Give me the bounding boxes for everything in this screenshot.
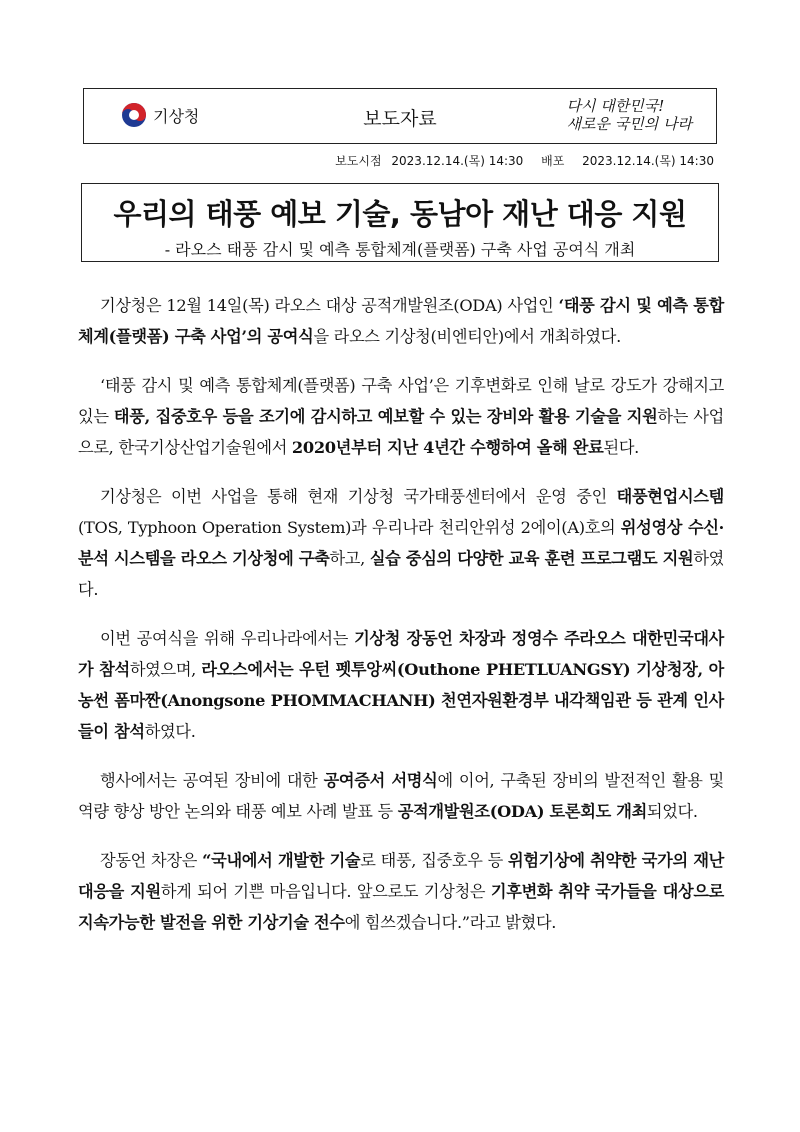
bold-text: 실습 중심의 다양한 교육 훈련 프로그램도 지원 — [369, 549, 694, 568]
text-segment: 행사에서는 공여된 장비에 대한 — [100, 771, 324, 790]
bold-text: 공여증서 서명식 — [323, 771, 438, 790]
paragraph — [78, 765, 724, 827]
bold-text: 위성영상 수신·분석 시스템을 라오스 기상청에 구축 — [78, 518, 725, 568]
bold-text: 태풍현업시스템 — [616, 487, 724, 506]
doc-type: 보도자료 — [363, 108, 437, 130]
paragraph — [78, 370, 724, 463]
bold-text: 기후변화 취약 국가들을 대상으로 지속가능한 발전을 위한 기상기술 전수 — [78, 882, 724, 932]
text-segment: 기상청은 12월 14일(목) 라오스 대상 공적개발원조(ODA) 사업인 — [100, 296, 559, 315]
text-segment: 에 이어, 구축된 장비의 발전적인 활용 및 역량 향상 방안 논의와 태풍 예보 사례 발표 등 — [78, 771, 725, 821]
page-title: 우리의 태풍 예보 기술, 동남아 재난 대응 지원 — [113, 197, 687, 231]
slogan — [567, 97, 692, 133]
text-segment: 하였다. — [78, 549, 725, 599]
text-segment: (TOS, Typhoon Operation System)과 우리나라 천리안위성 2에이(A)호의 — [78, 518, 621, 537]
header-box — [83, 88, 717, 144]
bold-text: “국내에서 개발한 기술 — [202, 851, 361, 870]
release-time-label: 보도시점 — [335, 154, 382, 168]
page-subtitle: - 라오스 태풍 감시 및 예측 통합체계(플랫폼) 구축 사업 공여식 개최 — [164, 240, 636, 259]
bold-text: 위험기상에 취약한 국가의 재난 대응을 지원 — [78, 851, 724, 901]
text-segment: 에 힘쓰겠습니다.”라고 밝혔다. — [344, 913, 557, 932]
slogan-line2: 새로운 국민의 나라 — [566, 115, 692, 133]
text-segment: 로 태풍, 집중호우 등 — [360, 851, 508, 870]
bold-text: 태풍, 집중호우 등을 조기에 감시하고 예보할 수 있는 장비와 활용 기술을 지원 — [113, 407, 658, 426]
text-segment: 하였으며, — [129, 660, 202, 679]
text-segment: 하는 사업으로, 한국기상산업기술원에서 — [78, 407, 724, 457]
paragraph — [78, 481, 724, 605]
text-segment: 기상청은 이번 사업을 통해 현재 기상청 국가태풍센터에서 운영 중인 — [100, 487, 617, 506]
paragraph — [78, 290, 724, 352]
text-segment: 이번 공여식을 위해 우리나라에서는 — [100, 629, 355, 648]
distribution-value: 2023.12.14.(목) 14:30 — [582, 154, 714, 168]
distribution-label: 배포 — [541, 154, 565, 168]
bold-text: 2020년부터 지난 4년간 수행하여 올해 완료 — [291, 438, 604, 457]
logo-text: 기상청 — [153, 106, 200, 126]
text-segment: 을 라오스 기상청(비엔티안)에서 개최하였다. — [313, 327, 621, 346]
release-info — [329, 152, 714, 169]
article-body — [78, 290, 724, 956]
text-segment: 하고, — [329, 549, 370, 568]
bold-text: 라오스에서는 우턴 펫투앙씨(Outhone PHETLUANGSY) 기상청장, 아농썬 폼마짠(Anongsone PHOMMACHANH) 천연자원환경부 내각책임관 등 관계 인사들이 참석 — [78, 660, 725, 741]
bold-text: ‘태풍 감시 및 예측 통합체계(플랫폼) 구축 사업’의 공여식 — [78, 296, 724, 346]
text-segment: 장동언 차장은 — [100, 851, 203, 870]
text-segment: 되었다. — [646, 802, 698, 821]
paragraph — [78, 623, 724, 747]
text-segment: 된다. — [603, 438, 640, 457]
bold-text: 공적개발원조(ODA) 토론회도 개최 — [397, 802, 647, 821]
text-segment: ‘태풍 감시 및 예측 통합체계(플랫폼) 구축 사업’은 기후변화로 인해 날로 강도가 강해지고 있는 — [78, 376, 724, 426]
text-segment: 하게 되어 기쁜 마음입니다. 앞으로도 기상청은 — [160, 882, 491, 901]
bold-text: 기상청 장동언 차장과 정영수 주라오스 대한민국대사가 참석 — [78, 629, 724, 679]
slogan-line1: 다시 대한민국! — [566, 97, 665, 115]
release-time-value: 2023.12.14.(목) 14:30 — [391, 154, 524, 168]
text-segment: 하였다. — [144, 722, 196, 741]
paragraph — [78, 845, 724, 938]
title-box — [81, 183, 719, 262]
